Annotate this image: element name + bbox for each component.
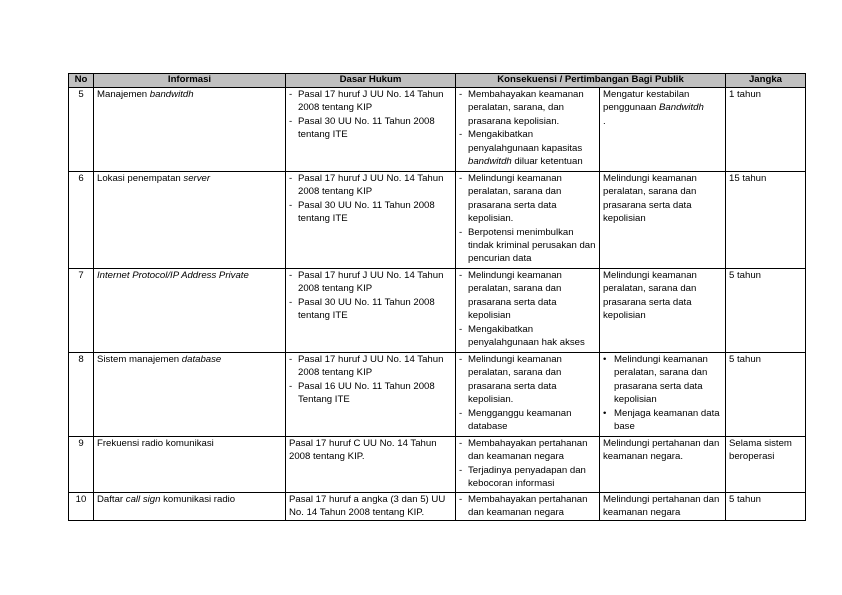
informasi-cell: Manajemen bandwitdh — [94, 88, 286, 172]
header-informasi: Informasi — [94, 74, 286, 88]
pertimbangan-cell: Melindungi pertahanan dan keamanan negara. — [600, 437, 726, 493]
jangka-cell: 5 tahun — [726, 269, 806, 353]
jangka-cell: 5 tahun — [726, 353, 806, 437]
row-number: 6 — [69, 172, 94, 269]
row-number: 7 — [69, 269, 94, 353]
konsekuensi-cell: - Melindungi keamanan peralatan, sarana dan prasarana serta data kepolisian. - Berpotensi menimbulkan tindak kriminal perusakan dan pencurian data — [456, 172, 600, 269]
header-jangka: Jangka — [726, 74, 806, 88]
dasar-hukum-cell: Pasal 17 huruf a angka (3 dan 5) UU No. 14 Tahun 2008 tentang KIP. — [286, 493, 456, 521]
informasi-cell: Internet Protocol/IP Address Private — [94, 269, 286, 353]
dasar-hukum-cell: - Pasal 17 huruf J UU No. 14 Tahun 2008 tentang KIP - Pasal 16 UU No. 11 Tahun 2008 Tentang ITE — [286, 353, 456, 437]
dasar-hukum-cell: - Pasal 17 huruf J UU No. 14 Tahun 2008 tentang KIP - Pasal 30 UU No. 11 Tahun 2008 tentang ITE — [286, 269, 456, 353]
table-row — [69, 437, 806, 493]
header-no: No — [69, 74, 94, 88]
header-konsekuensi: Konsekuensi / Pertimbangan Bagi Publik — [456, 74, 726, 88]
pertimbangan-cell: Melindungi keamanan peralatan, sarana dan prasarana serta data kepolisian — [600, 269, 726, 353]
row-number: 9 — [69, 437, 94, 493]
table-row — [69, 88, 806, 172]
table-header-row — [69, 74, 806, 88]
dasar-hukum-cell: - Pasal 17 huruf J UU No. 14 Tahun 2008 tentang KIP - Pasal 30 UU No. 11 Tahun 2008 tentang ITE — [286, 88, 456, 172]
pertimbangan-cell: • Melindungi keamanan peralatan, sarana dan prasarana serta data kepolisian • Menjaga keamanan data base — [600, 353, 726, 437]
informasi-cell: Daftar call sign komunikasi radio — [94, 493, 286, 521]
konsekuensi-cell: - Melindungi keamanan peralatan, sarana dan prasarana serta data kepolisian - Mengakibatkan penyalahgunaan hak akses — [456, 269, 600, 353]
table-row — [69, 493, 806, 521]
konsekuensi-cell: - Melindungi keamanan peralatan, sarana dan prasarana serta data kepolisian. - Mengganggu keamanan database — [456, 353, 600, 437]
table-row — [69, 269, 806, 353]
row-number: 10 — [69, 493, 94, 521]
pertimbangan-cell: Mengatur kestabilan penggunaan Bandwitdh . — [600, 88, 726, 172]
table-row — [69, 353, 806, 437]
jangka-cell: Selama sistem beroperasi — [726, 437, 806, 493]
header-dasar-hukum: Dasar Hukum — [286, 74, 456, 88]
konsekuensi-cell: - Membahayakan keamanan peralatan, sarana, dan prasarana kepolisian. - Mengakibatkan penyalahgunaan kapasitas bandwitdh diluar ketentuan — [456, 88, 600, 172]
dasar-hukum-cell: - Pasal 17 huruf J UU No. 14 Tahun 2008 tentang KIP - Pasal 30 UU No. 11 Tahun 2008 tentang ITE — [286, 172, 456, 269]
pertimbangan-cell: Melindungi keamanan peralatan, sarana dan prasarana serta data kepolisian — [600, 172, 726, 269]
informasi-cell: Sistem manajemen database — [94, 353, 286, 437]
pertimbangan-cell: Melindungi pertahanan dan keamanan negara — [600, 493, 726, 521]
jangka-cell: 5 tahun — [726, 493, 806, 521]
konsekuensi-cell: - Membahayakan pertahanan dan keamanan negara — [456, 493, 600, 521]
informasi-cell: Lokasi penempatan server — [94, 172, 286, 269]
table-row — [69, 172, 806, 269]
row-number: 8 — [69, 353, 94, 437]
dasar-hukum-cell: Pasal 17 huruf C UU No. 14 Tahun 2008 tentang KIP. — [286, 437, 456, 493]
informasi-cell: Frekuensi radio komunikasi — [94, 437, 286, 493]
jangka-cell: 1 tahun — [726, 88, 806, 172]
jangka-cell: 15 tahun — [726, 172, 806, 269]
classified-info-table — [68, 73, 806, 521]
row-number: 5 — [69, 88, 94, 172]
konsekuensi-cell: - Membahayakan pertahanan dan keamanan negara - Terjadinya penyadapan dan kebocoran informasi — [456, 437, 600, 493]
